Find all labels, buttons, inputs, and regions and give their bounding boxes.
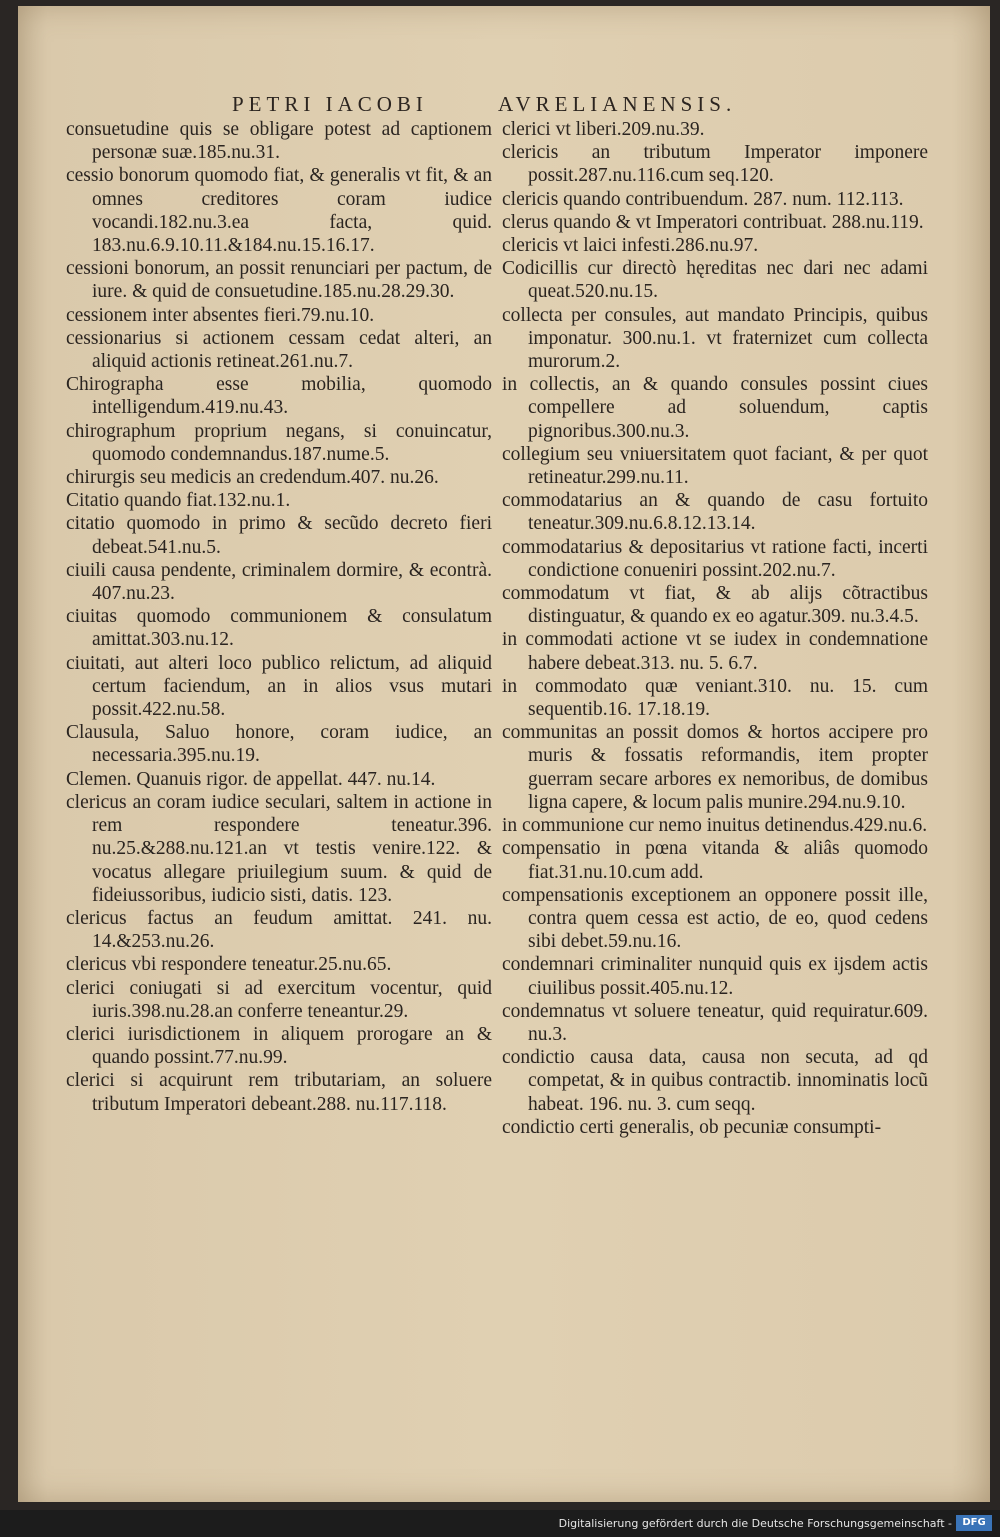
index-entry: collecta per consules, aut mandato Principis, quibus imponatur. 300.nu.1. vt fraternizet cum collecta murorum.2. — [502, 304, 928, 373]
index-entry: ciuitas quomodo communionem & consulatum amittat.303.nu.12. — [66, 606, 492, 651]
index-entry: clericis quando contribuendum. 287. num. 112.113. — [502, 188, 904, 210]
index-entry: clericus factus an feudum amittat. 241. nu. 14.&253.nu.26. — [66, 907, 492, 953]
header-right: AVRELIANENSIS. — [498, 92, 737, 116]
index-column-right — [502, 118, 928, 1139]
index-entry: commodatum vt fiat, & ab alijs cõtractibus distinguatur, & quando ex eo agatur.309. nu.3.4.5. — [502, 583, 928, 628]
index-entry: Codicillis cur directò hęreditas nec dari nec adami queat.520.nu.15. — [502, 258, 928, 303]
index-entry: condemnatus vt soluere teneatur, quid requiratur.609. nu.3. — [502, 1000, 928, 1045]
index-entry: Citatio quando fiat.132.nu.1. — [66, 490, 291, 512]
index-entry: Chirographa esse mobilia, quomodo intelligendum.419.nu.43. — [66, 374, 492, 419]
index-entry: condictio certi generalis, ob pecuniæ consumpti- — [502, 1116, 882, 1138]
index-entry: chirurgis seu medicis an credendum.407. nu.26. — [66, 467, 439, 489]
funding-notice: Digitalisierung gefördert durch die Deutsche Forschungsgemeinschaft - — [558, 1517, 952, 1530]
index-entry: collegium seu vniuersitatem quot faciant, & per quot retineatur.299.nu.11. — [502, 443, 928, 489]
index-entry: clericus vbi respondere teneatur.25.nu.65. — [66, 954, 392, 976]
index-entry: Clemen. Quanuis rigor. de appellat. 447. nu.14. — [66, 768, 436, 790]
index-entry: citatio quomodo in primo & secũdo decreto fieri debeat.541.nu.5. — [66, 513, 492, 558]
index-entry: cessionarius si actionem cessam cedat alteri, an aliquid actionis retineat.261.nu.7. — [66, 327, 492, 373]
index-entry: communitas an possit domos & hortos accipere pro muris & fossatis reformandis, item propter guerram secare arbores ex nemoribus, de domibus ligna capere, & locum palis munire.294.nu.9.10. — [502, 722, 928, 813]
index-entry: commodatarius & depositarius vt ratione facti, incerti condictione conueniri possint.202.nu.7. — [502, 536, 928, 581]
index-entry: in commodato quæ veniant.310. nu. 15. cum sequentib.16. 17.18.19. — [502, 675, 928, 721]
index-entry: clericis vt laici infesti.286.nu.97. — [502, 235, 759, 257]
index-entry: chirographum proprium negans, si conuincatur, quomodo condemnandus.187.nume.5. — [66, 420, 492, 465]
index-entry: clerici iurisdictionem in aliquem prorogare an & quando possint.77.nu.99. — [66, 1023, 492, 1069]
index-entry: clericis an tributum Imperator imponere possit.287.nu.116.cum seq.120. — [502, 142, 928, 187]
running-header — [0, 92, 1000, 120]
index-entry: clerici coniugati si ad exercitum vocentur, quid iuris.398.nu.28.an conferre teneantur.29. — [66, 977, 492, 1022]
index-entry: clerici si acquirunt rem tributariam, an soluere tributum Imperatori debeant.288. nu.117.118. — [66, 1070, 492, 1115]
dfg-logo-icon: DFG — [956, 1515, 992, 1531]
index-entry: cessionem inter absentes fieri.79.nu.10. — [66, 304, 375, 326]
index-column-left — [66, 118, 492, 1116]
header-left: PETRI IACOBI — [232, 92, 428, 116]
index-entry: compensatio in pœna vitanda & aliâs quomodo fiat.31.nu.10.cum add. — [502, 838, 928, 883]
index-entry: commodatarius an & quando de casu fortuito teneatur.309.nu.6.8.12.13.14. — [502, 490, 928, 535]
index-entry: cessio bonorum quomodo fiat, & generalis vt fit, & an omnes creditores coram iudice vocandi.182.nu.3.ea facta, quid. 183.nu.6.9.10.11.&184.nu.15.16.17. — [66, 165, 492, 257]
index-entry: in commodati actione vt se iudex in condemnatione habere debeat.313. nu. 5. 6.7. — [502, 629, 928, 674]
index-entry: clerici vt liberi.209.nu.39. — [502, 119, 705, 140]
index-entry: ciuitati, aut alteri loco publico relictum, ad aliquid certum faciendum, an in alios vsus mutari possit.422.nu.58. — [66, 652, 492, 721]
index-entry: Clausula, Saluo honore, coram iudice, an necessaria.395.nu.19. — [66, 722, 492, 767]
index-entry: consuetudine quis se obligare potest ad captionem personæ suæ.185.nu.31. — [66, 119, 492, 164]
index-entry: condictio causa data, causa non secuta, ad qd competat, & in quibus contractib. innominatis locũ habeat. 196. nu. 3. cum seqq. — [502, 1047, 928, 1115]
index-entry: clerus quando & vt Imperatori contribuat. 288.nu.119. — [502, 211, 924, 233]
index-entry: condemnari criminaliter nunquid quis ex ijsdem actis ciuilibus possit.405.nu.12. — [502, 954, 928, 999]
index-entry: ciuili causa pendente, criminalem dormire, & econtrà. 407.nu.23. — [66, 559, 492, 605]
footer-bar — [0, 1510, 1000, 1537]
index-entry: in communione cur nemo inuitus detinendus.429.nu.6. — [502, 815, 928, 837]
index-entry: in collectis, an & quando consules possint ciues compellere ad soluendum, captis pignoribus.300.nu.3. — [502, 374, 928, 442]
index-entry: clericus an coram iudice seculari, saltem in actione in rem respondere teneatur.396. nu.25.&288.nu.121.an vt testis venire.122. & vocatus allegare priuilegium suum. & quid de fideiussoribus, iudicio sisti, datis. 123. — [66, 791, 492, 906]
index-entry: compensationis exceptionem an opponere possit ille, contra quem cessa est actio, de eo, quod cedens sibi debet.59.nu.16. — [502, 884, 928, 953]
index-entry: cessioni bonorum, an possit renunciari per pactum, de iure. & quid de consuetudine.185.nu.28.29.30. — [66, 258, 492, 303]
